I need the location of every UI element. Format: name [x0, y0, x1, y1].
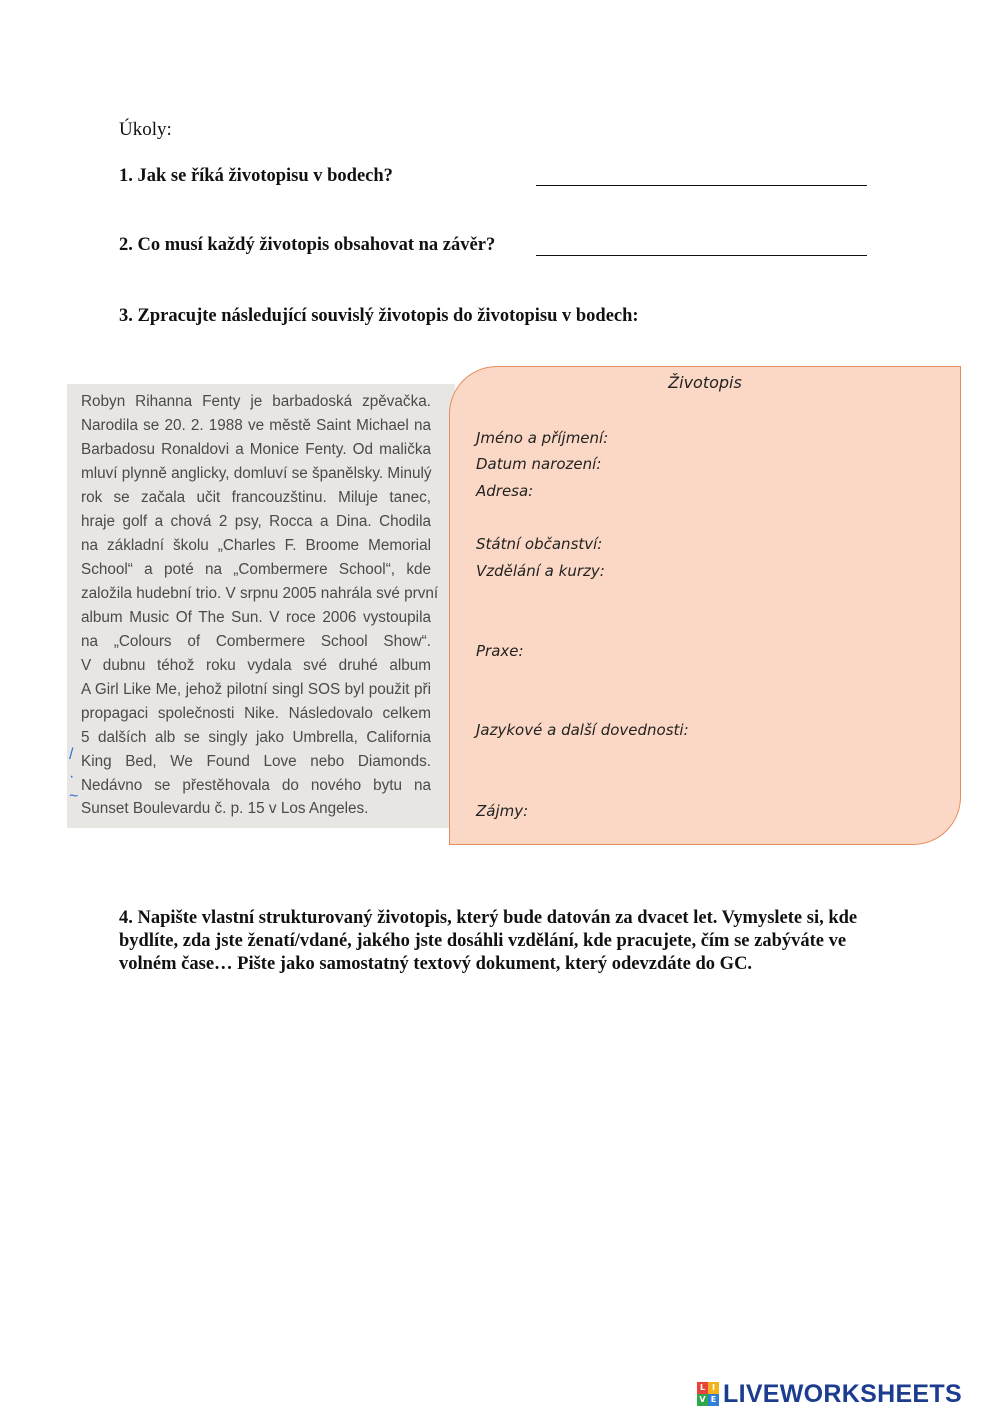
scan-text-line: V dubnu téhož roku vydala své druhé album: [81, 657, 431, 674]
scan-text-line: na „Colours of Combermere School Show“.: [81, 633, 431, 650]
liveworksheets-logo-text: LIVEWORKSHEETS: [723, 1379, 962, 1408]
cv-field-label: Jazykové a další dovednosti:: [476, 721, 689, 739]
scan-text-line: A Girl Like Me, jehož pilotní singl SOS byl použit při: [81, 681, 431, 698]
pen-mark: ·: [69, 768, 75, 785]
scanned-biography-text: [67, 384, 455, 828]
cv-field-label: Vzdělání a kurzy:: [476, 562, 605, 580]
scan-text-line: Barbadosu Ronaldovi a Monice Fenty. Od malička: [81, 441, 431, 458]
page-heading: Úkoly:: [119, 119, 172, 140]
scan-text-line: založila hudební trio. V srpnu 2005 nahrála své první: [81, 585, 439, 602]
cv-title: Životopis: [668, 373, 742, 392]
scan-text-line: Narodila se 20. 2. 1988 ve městě Saint Michael na: [81, 417, 431, 434]
question-3: 3. Zpracujte následující souvislý životopis do životopisu v bodech:: [119, 306, 639, 326]
liveworksheets-logo: [697, 1378, 962, 1410]
scan-text-line: Sunset Boulevardu č. p. 15 v Los Angeles.: [81, 800, 369, 817]
logo-tile: I: [708, 1382, 719, 1394]
scan-text-line: na základní školu „Charles F. Broome Memorial: [81, 537, 431, 554]
scan-text-line: King Bed, We Found Love nebo Diamonds.: [81, 753, 431, 770]
liveworksheets-logo-icon: [697, 1382, 719, 1406]
cv-field-label: Zájmy:: [476, 802, 529, 820]
scan-text-line: rok se začala učit francouzštinu. Miluje tanec,: [81, 489, 431, 506]
cv-field-label: Jméno a příjmení:: [476, 429, 609, 447]
scan-text-line: 5 dalších alb se singly jako Umbrella, California: [81, 729, 431, 746]
scan-text-line: mluví plynně anglicky, domluví se španělsky. Minulý: [81, 465, 432, 482]
pen-mark: ~: [69, 788, 79, 805]
answer-blank-1[interactable]: [536, 185, 867, 186]
question-2: 2. Co musí každý životopis obsahovat na závěr?: [119, 235, 496, 255]
logo-tile: E: [708, 1394, 719, 1406]
cv-field-label: Státní občanství:: [476, 535, 603, 553]
scan-text-line: album Music Of The Sun. V roce 2006 vystoupila: [81, 609, 431, 626]
scan-text-line: propagaci společnosti Nike. Následovalo celkem: [81, 705, 431, 722]
cv-template-box: [449, 366, 961, 845]
answer-blank-2[interactable]: [536, 255, 867, 256]
scan-text-line: School“ a poté na „Combermere School“, kde: [81, 561, 431, 578]
question-1: 1. Jak se říká životopisu v bodech?: [119, 166, 393, 186]
scan-text-line: Robyn Rihanna Fenty je barbadoská zpěvačka.: [81, 393, 431, 410]
cv-field-label: Praxe:: [476, 642, 524, 660]
task-4-instructions: 4. Napište vlastní strukturovaný životopis, který bude datován za dvacet let. Vymyslete si, kde bydlíte, zda jste ženatí/vdané, jakého jste dosáhli vzdělání, kde pracujete, čím se zabýváte ve volném čase… Pište jako samostatný textový dokument, který odevzdáte do GC.: [119, 908, 858, 974]
cv-field-label: Adresa:: [476, 482, 534, 500]
logo-tile: V: [697, 1394, 708, 1406]
scan-text-line: Nedávno se přestěhovala do nového bytu na: [81, 777, 431, 794]
scan-text-line: hraje golf a chová 2 psy, Rocca a Dina. Chodila: [81, 513, 431, 530]
cv-field-label: Datum narození:: [476, 455, 602, 473]
pen-mark: /: [69, 746, 74, 763]
logo-tile: L: [697, 1382, 708, 1394]
